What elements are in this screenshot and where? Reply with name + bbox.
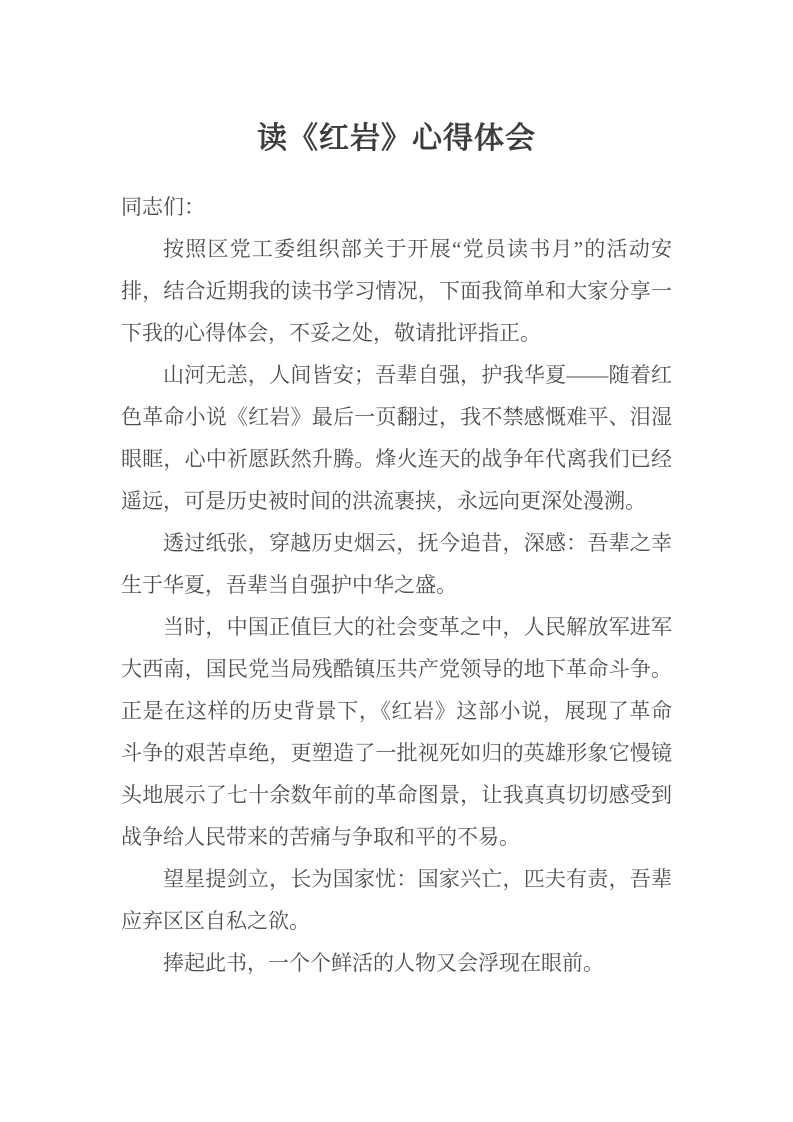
paragraph-duty: 望星提剑立，长为国家忧：国家兴亡，匹夫有责，吾辈应弃区区自私之欲。 bbox=[121, 867, 672, 933]
salutation-line: 同志们： bbox=[121, 195, 205, 219]
paragraph-historical-background: 当时，中国正值巨大的社会变革之中，人民解放军进军大西南，国民党当局残酷镇压共产党领导的地下革命斗争。正是在这样的历史背景下，《红岩》这部小说，展现了革命斗争的艰苦卓绝，更塑造了一批视死如归的英雄形象它慢镜头地展示了七十余数年前的革命图景，让我真真切切感受到战争给人民带来的苦痛与争取和平的不易。 bbox=[121, 615, 672, 849]
paragraph-opening-sentiment: 山河无恙，人间皆安；吾辈自强，护我华夏——随着红色革命小说《红岩》最后一页翻过，我不禁感慨难平、泪湿眼眶，心中祈愿跃然升腾。烽火连天的战争年代离我们已经遥远，可是历史被时间的洪流裹挟，永远向更深处漫溯。 bbox=[121, 363, 672, 513]
paragraph-intro: 按照区党工委组织部关于开展“党员读书月”的活动安排，结合近期我的读书学习情况，下面我简单和大家分享一下我的心得体会，不妥之处，敬请批评指正。 bbox=[121, 237, 672, 345]
paragraph-characters: 捧起此书，一个个鲜活的人物又会浮现在眼前。 bbox=[163, 951, 604, 975]
document-body bbox=[121, 186, 672, 984]
document-title: 读《红岩》心得体会 bbox=[257, 122, 536, 155]
paragraph-reflection: 透过纸张，穿越历史烟云，抚今追昔，深感：吾辈之幸生于华夏，吾辈当自强护中华之盛。 bbox=[121, 531, 672, 597]
